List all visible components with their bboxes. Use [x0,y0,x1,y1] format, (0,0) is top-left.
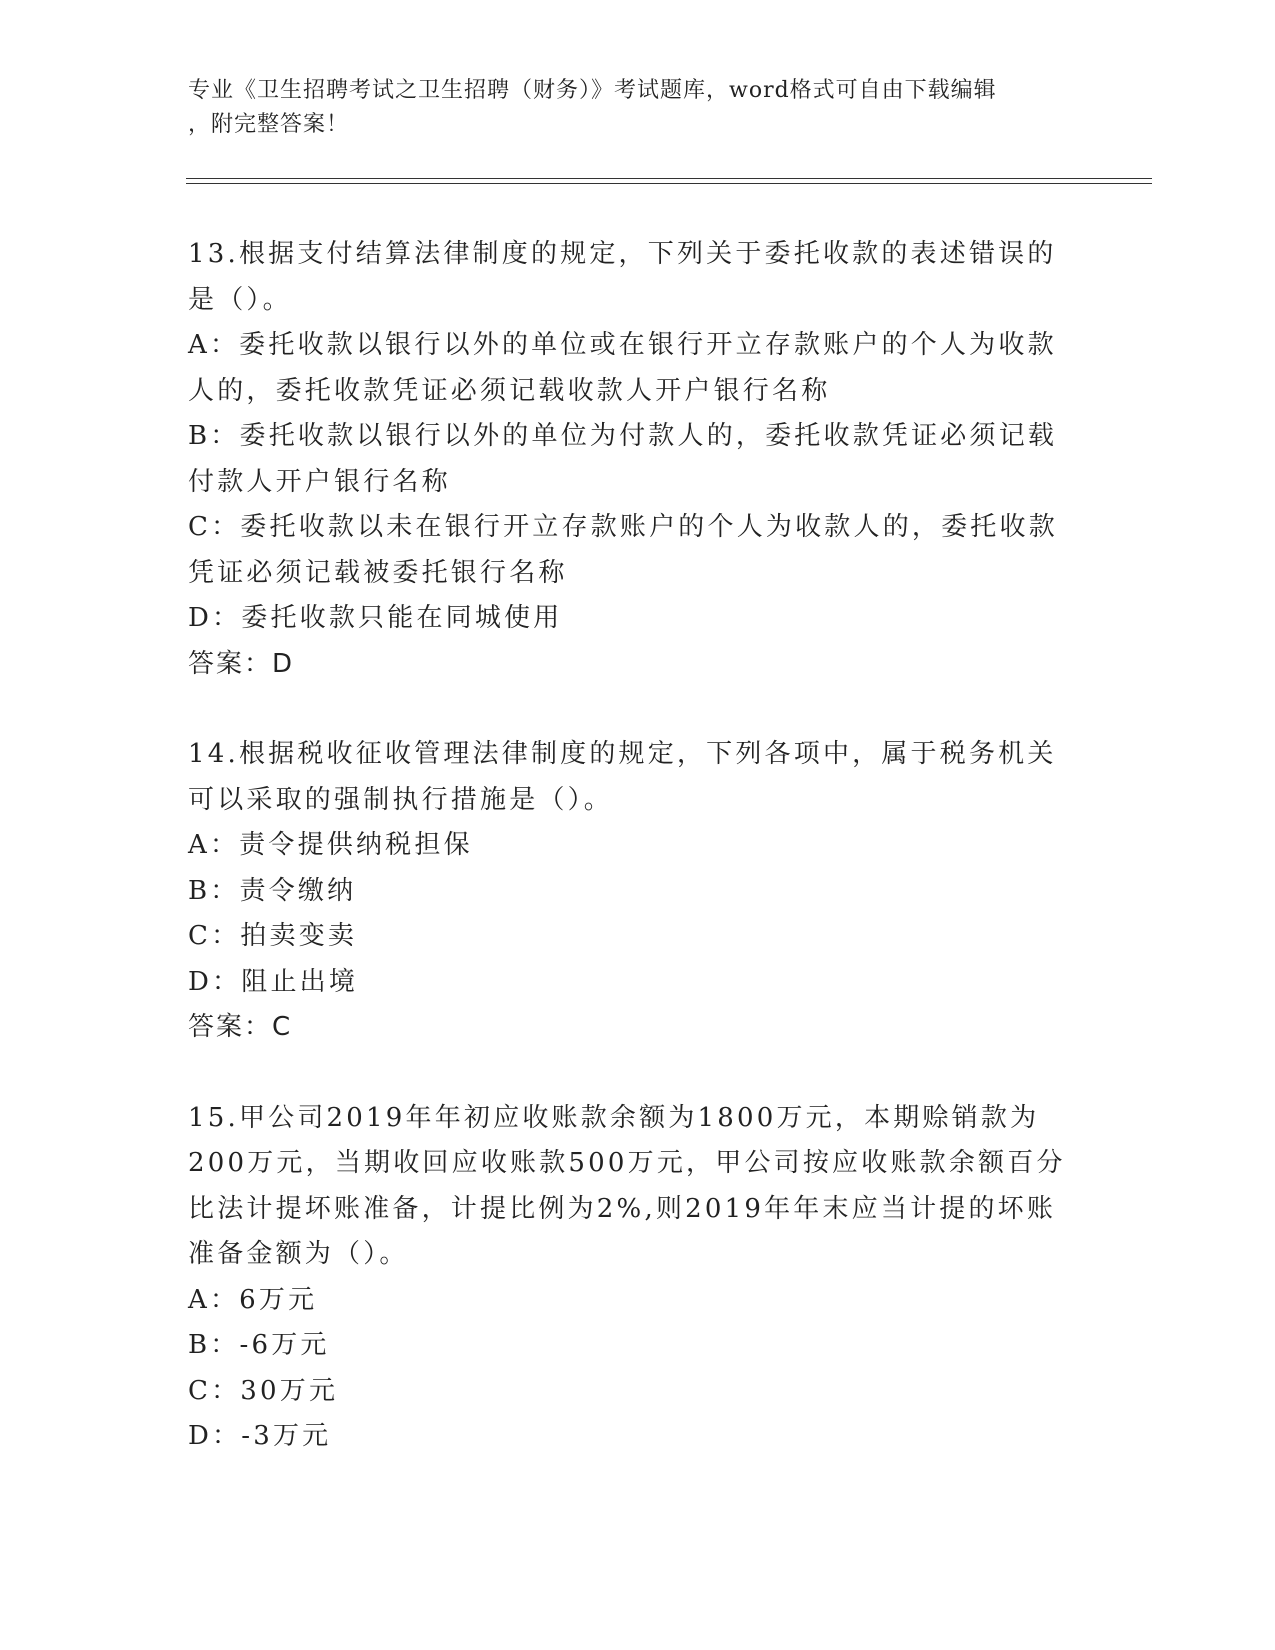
question-stem: 14.根据税收征收管理法律制度的规定，下列各项中，属于税务机关可以采取的强制执行措施是（）。 [188,739,1057,815]
option-a: A：责令提供纳税担保 [188,830,473,860]
option-c: C：30万元 [188,1375,339,1406]
answer: 答案：C [188,1012,293,1042]
question-stem: 13.根据支付结算法律制度的规定，下列关于委托收款的表述错误的是（）。 [188,239,1057,315]
option-a: A：委托收款以银行以外的单位或在银行开立存款账户的个人为收款人的，委托收款凭证必须记载收款人开户银行名称 [188,330,1057,406]
option-b: B：-6万元 [188,1330,330,1360]
question-list [188,232,1078,1505]
question-13 [188,232,1078,687]
document-header [188,74,1068,142]
header-line-1: 专业《卫生招聘考试之卫生招聘（财务）》考试题库，word格式可自由下载编辑 [188,78,997,103]
header-divider-top [186,178,1152,179]
option-d: D：阻止出境 [188,966,359,997]
option-d: D：委托收款只能在同城使用 [188,603,563,633]
question-15 [188,1096,1078,1460]
option-b: B：委托收款以银行以外的单位为付款人的，委托收款凭证必须记载付款人开户银行名称 [188,421,1058,497]
option-c: C：拍卖变卖 [188,921,358,951]
header-divider-bottom [186,183,1152,184]
question-stem: 15.甲公司2019年年初应收账款余额为1800万元，本期赊销款为200万元，当期收回应收账款500万元，甲公司按应收账款余额百分比法计提坏账准备，计提比例为2%,则2019年年末应当计提的坏账准备金额为（）。 [188,1102,1066,1269]
option-c: C：委托收款以未在银行开立存款账户的个人为收款人的，委托收款凭证必须记载被委托银行名称 [188,512,1058,588]
option-a: A：6万元 [188,1284,318,1315]
option-d: D：-3万元 [188,1421,332,1451]
answer: 答案：D [188,648,295,679]
question-14 [188,732,1078,1051]
option-b: B：责令缴纳 [188,875,357,906]
header-line-2: ，附完整答案！ [188,112,350,137]
